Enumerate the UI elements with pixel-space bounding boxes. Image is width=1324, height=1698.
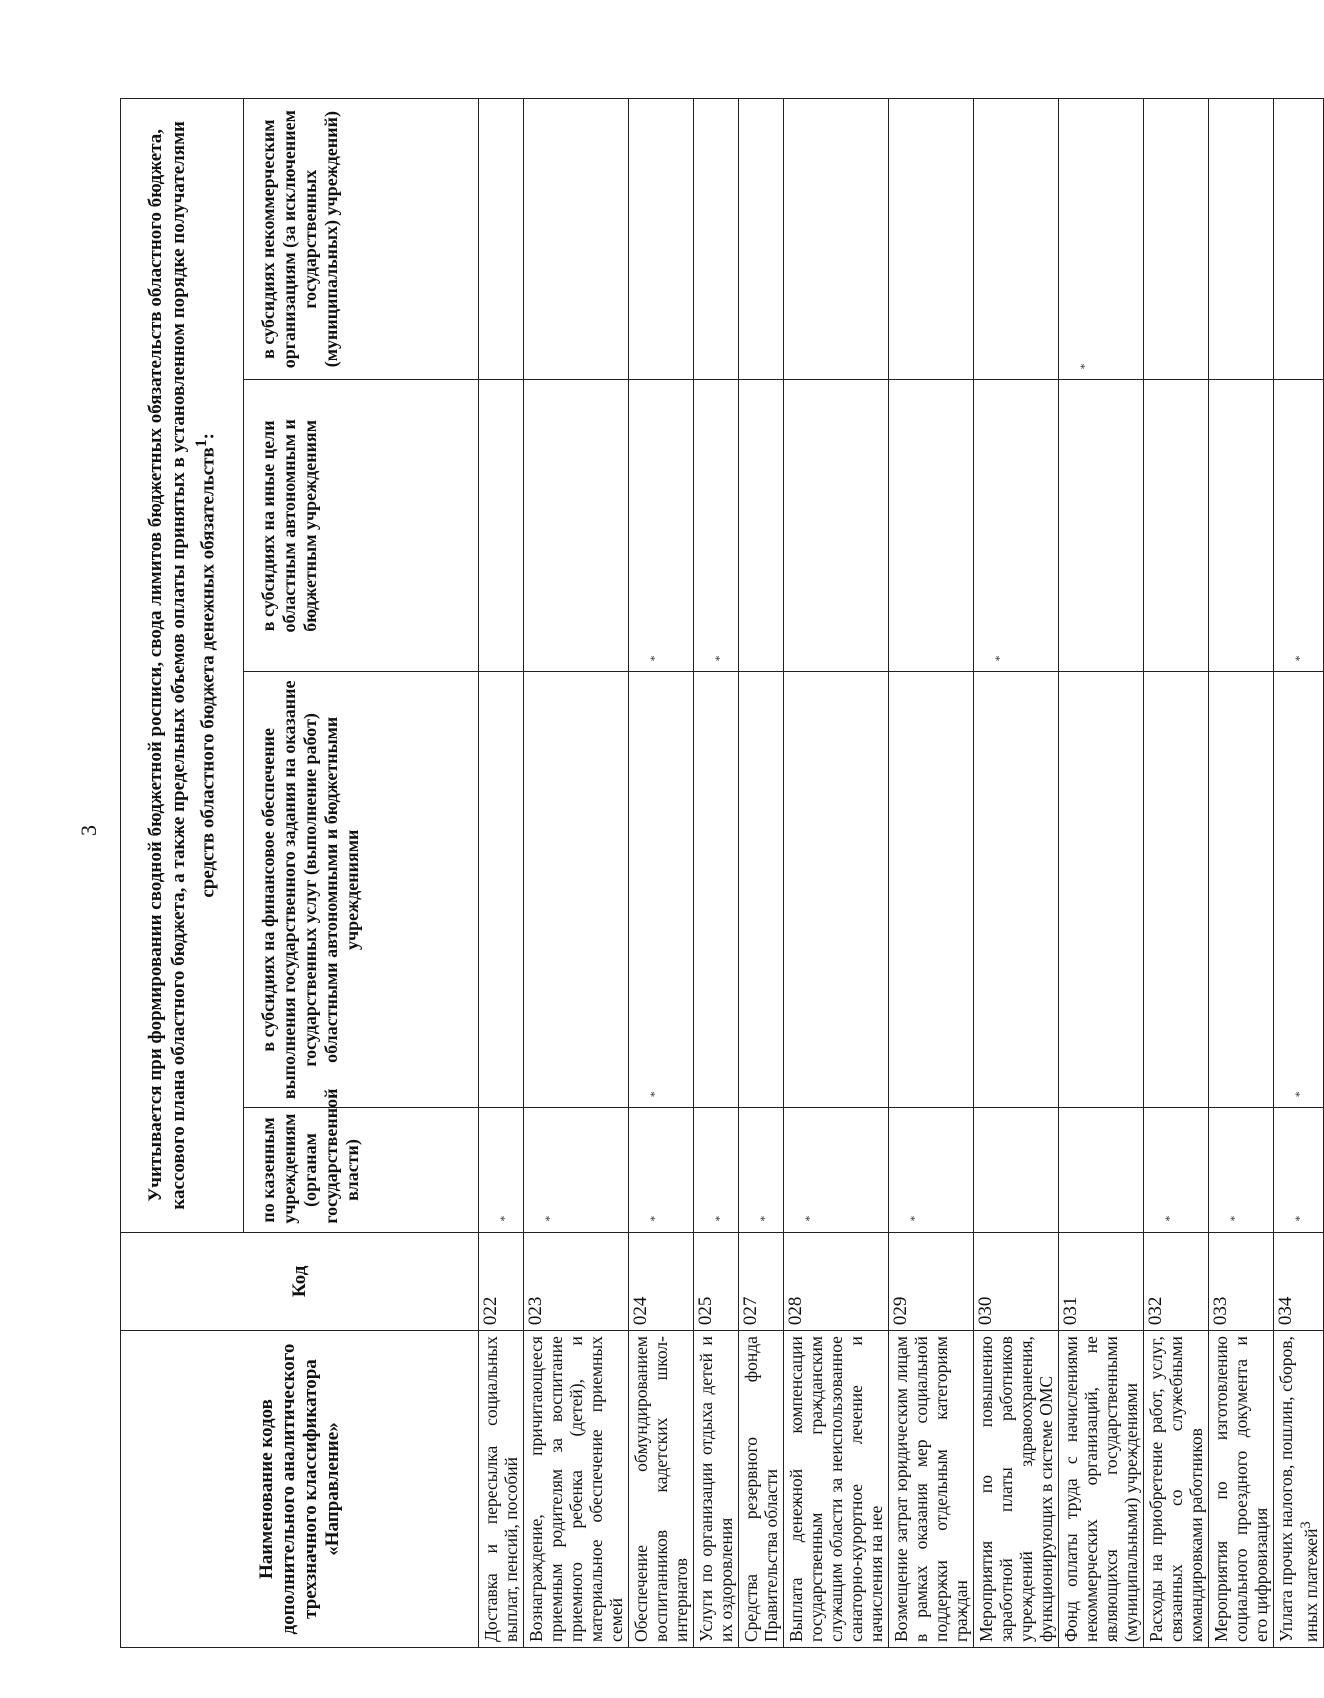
footnote-mark: 1 — [193, 439, 211, 448]
row-code: 022 — [479, 1232, 524, 1330]
table-row — [479, 99, 524, 1648]
mark-state-institutions: * — [629, 1108, 694, 1232]
header-state-task-subsidies: в субсидиях на финансовое обеспечение выполнения государственного задания на оказание государственных услуг (выполнение работ) областными автономными и бюджетными учреждениями — [244, 672, 479, 1108]
mark-nonprofit-subsidies — [1274, 99, 1324, 380]
table-row — [1144, 99, 1209, 1648]
header-state-institutions: по казенным учреждениям (органам государственной власти) — [244, 1108, 479, 1232]
mark-state-institutions: * — [1144, 1108, 1209, 1232]
mark-other-purpose-subsidies: * — [1274, 380, 1324, 672]
row-code: 024 — [629, 1232, 694, 1330]
mark-other-purpose-subsidies: * — [629, 380, 694, 672]
row-code: 023 — [524, 1232, 629, 1330]
mark-state-task-subsidies — [1209, 672, 1274, 1108]
mark-nonprofit-subsidies — [889, 99, 974, 380]
row-code: 029 — [889, 1232, 974, 1330]
mark-nonprofit-subsidies — [784, 99, 889, 380]
mark-state-institutions: * — [524, 1108, 629, 1232]
row-name: Обеспечение обмундированием воспитанников кадетских школ-интернатов — [629, 1331, 694, 1648]
row-name: Средства резервного фонда Правительства области — [739, 1331, 784, 1648]
mark-state-institutions — [974, 1108, 1059, 1232]
mark-other-purpose-subsidies: * — [694, 380, 739, 672]
mark-other-purpose-subsidies — [1059, 380, 1144, 672]
header-name-column: Наименование кодов дополнительного аналитического трехзначного классификатора «Направление» — [121, 1331, 479, 1648]
header-other-purpose-subsidies: в субсидиях на иные цели областным автономным и бюджетным учреждениям — [244, 380, 479, 672]
row-code: 032 — [1144, 1232, 1209, 1330]
mark-state-task-subsidies: * — [629, 672, 694, 1108]
row-name: Уплата прочих налогов, пошлин, сборов, иных платежей$^3$ — [1274, 1331, 1324, 1648]
row-name: Возмещение затрат юридическим лицам в рамках оказания мер социальной поддержки отдельным категориям граждан — [889, 1331, 974, 1648]
mark-other-purpose-subsidies: * — [974, 380, 1059, 672]
table-row — [739, 99, 784, 1648]
table-row — [974, 99, 1059, 1648]
table-row — [629, 99, 694, 1648]
mark-state-task-subsidies — [1144, 672, 1209, 1108]
mark-state-task-subsidies — [1059, 672, 1144, 1108]
row-name: Расходы на приобретение работ, услуг, связанных со служебными командировками работников — [1144, 1331, 1209, 1648]
classifier-table — [120, 98, 1324, 1648]
header-group-title: Учитывается при формировании сводной бюджетной росписи, свода лимитов бюджетных обязательств областного бюджета, кассового плана областного бюджета, а также предельных объемов оплаты принятых в установленном порядке получателями средств областного бюджета денежных обязательств$^1$: — [121, 99, 244, 1233]
mark-state-task-subsidies — [889, 672, 974, 1108]
table-row — [1209, 99, 1274, 1648]
row-name: Вознаграждение, причитающееся приемным родителям за воспитание приемного ребенка (детей), и материальное обеспечение приемных семей — [524, 1331, 629, 1648]
row-name: Доставка и пересылка социальных выплат, пенсий, пособий — [479, 1331, 524, 1648]
mark-nonprofit-subsidies — [974, 99, 1059, 380]
mark-nonprofit-subsidies — [629, 99, 694, 380]
table-row — [694, 99, 739, 1648]
mark-state-task-subsidies — [694, 672, 739, 1108]
row-code: 030 — [974, 1232, 1059, 1330]
mark-other-purpose-subsidies — [739, 380, 784, 672]
mark-nonprofit-subsidies — [1144, 99, 1209, 380]
mark-state-task-subsidies — [479, 672, 524, 1108]
row-code: 033 — [1209, 1232, 1274, 1330]
mark-state-task-subsidies — [739, 672, 784, 1108]
mark-nonprofit-subsidies — [739, 99, 784, 380]
row-code: 027 — [739, 1232, 784, 1330]
mark-nonprofit-subsidies: * — [1059, 99, 1144, 380]
table-body — [479, 99, 1324, 1648]
document-sheet — [120, 98, 1321, 1648]
row-name: Мероприятия по повышению заработной платы работников учреждений здравоохранения, функционирующих в системе ОМС — [974, 1331, 1059, 1648]
mark-state-task-subsidies: * — [1274, 672, 1324, 1108]
mark-other-purpose-subsidies — [1209, 380, 1274, 672]
header-code-column: Код — [121, 1232, 479, 1330]
mark-state-institutions: * — [739, 1108, 784, 1232]
mark-state-institutions: * — [1274, 1108, 1324, 1232]
mark-state-institutions: * — [479, 1108, 524, 1232]
row-code: 031 — [1059, 1232, 1144, 1330]
row-name: Мероприятия по изготовлению социального проездного документа и его цифровизация — [1209, 1331, 1274, 1648]
table-row — [524, 99, 629, 1648]
mark-other-purpose-subsidies — [479, 380, 524, 672]
table-row — [784, 99, 889, 1648]
mark-other-purpose-subsidies — [524, 380, 629, 672]
mark-state-institutions: * — [1209, 1108, 1274, 1232]
mark-state-institutions: * — [784, 1108, 889, 1232]
mark-state-institutions — [1059, 1108, 1144, 1232]
row-name: Услуги по организации отдыха детей и их оздоровления — [694, 1331, 739, 1648]
table-row — [889, 99, 974, 1648]
mark-other-purpose-subsidies — [1144, 380, 1209, 672]
mark-state-task-subsidies — [974, 672, 1059, 1108]
mark-state-task-subsidies — [524, 672, 629, 1108]
mark-other-purpose-subsidies — [784, 380, 889, 672]
row-code: 028 — [784, 1232, 889, 1330]
table-row — [1059, 99, 1144, 1648]
mark-nonprofit-subsidies — [479, 99, 524, 380]
footnote-mark: 3 — [1298, 1521, 1314, 1529]
mark-nonprofit-subsidies — [694, 99, 739, 380]
header-nonprofit-subsidies: в субсидиях некоммерческим организациям (за исключением государственных (муниципальных) учреждений) — [244, 99, 479, 380]
row-code: 034 — [1274, 1232, 1324, 1330]
row-code: 025 — [694, 1232, 739, 1330]
mark-nonprofit-subsidies — [524, 99, 629, 380]
table-row — [1274, 99, 1324, 1648]
page-number: 3 — [76, 825, 101, 836]
mark-other-purpose-subsidies — [889, 380, 974, 672]
mark-state-institutions: * — [889, 1108, 974, 1232]
row-name: Выплата денежной компенсации государственным гражданским служащим области за неиспользованное санаторно-курортное лечение и начисления на нее — [784, 1331, 889, 1648]
mark-state-task-subsidies — [784, 672, 889, 1108]
row-name: Фонд оплаты труда с начислениями некоммерческих организаций, не являющихся государственными (муниципальными) учреждениями — [1059, 1331, 1144, 1648]
mark-state-institutions: * — [694, 1108, 739, 1232]
mark-nonprofit-subsidies — [1209, 99, 1274, 380]
